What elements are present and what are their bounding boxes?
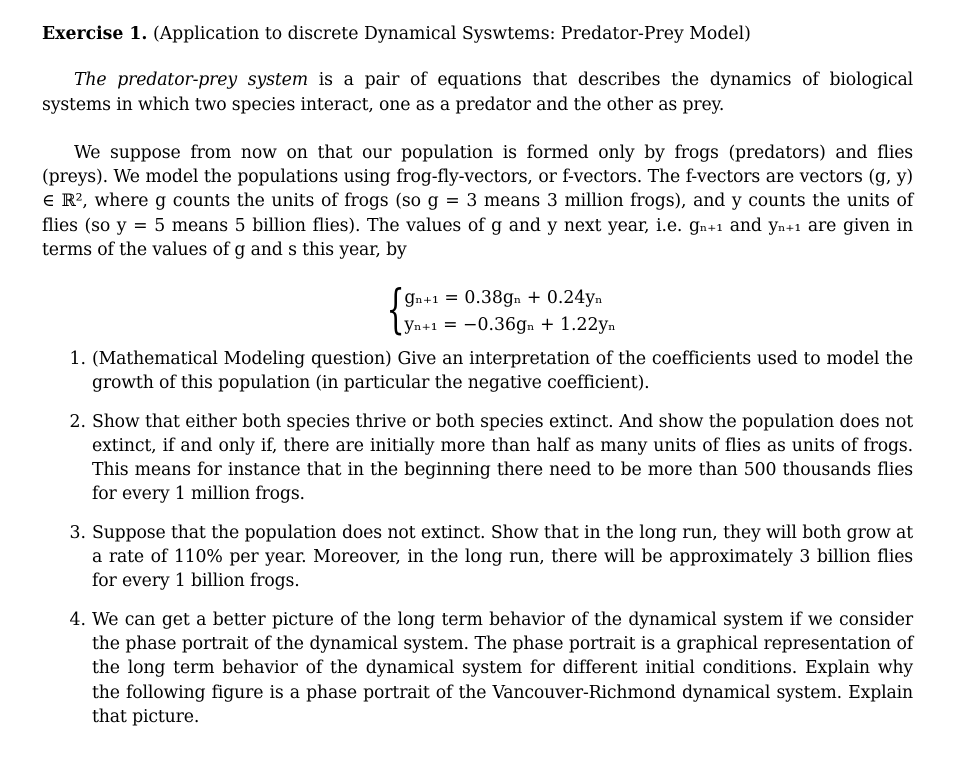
question-number: 1. <box>69 348 86 369</box>
equation-frogs: gₙ₊₁ = 0.38gₙ + 0.24yₙ <box>404 288 603 309</box>
question-list <box>42 347 913 729</box>
question-number: 3. <box>69 522 86 543</box>
question-item <box>42 410 913 507</box>
question-text: (Mathematical Modeling question) Give an interpretation of the coefficients used to model the growth of this population (in particular the negative coefficient). <box>92 348 913 394</box>
exercise-label: Exercise 1. <box>42 24 148 44</box>
question-item <box>42 608 913 729</box>
intro-text: is a pair of equations that describes the dynamics of biological systems in which two species interact, one as a predator and the other as prey. <box>42 70 913 115</box>
question-text: We can get a better picture of the long term behavior of the dynamical system if we consider the phase portrait of the dynamical system. The phase portrait is a graphical representation of the long term behavior of the dynamical system for different initial conditions. Explain why the following figure is a phase portrait of the Vancouver-Richmond dynamical system. Explain that picture. <box>92 609 913 727</box>
equation-system <box>82 280 913 341</box>
left-brace: { <box>386 280 405 341</box>
intro-term: The predator-prey system <box>74 70 308 91</box>
exercise-subtitle: (Application to discrete Dynamical Syswtems: Predator-Prey Model) <box>152 24 751 44</box>
question-number: 2. <box>69 411 86 432</box>
exercise-heading <box>42 22 913 46</box>
question-text: Suppose that the population does not extinct. Show that in the long run, they will both grow at a rate of 110% per year. Moreover, in the long run, there will be approximately 3 billion flies for every 1 billion frogs. <box>92 522 913 592</box>
question-number: 4. <box>69 609 86 630</box>
equation-lines <box>404 286 615 337</box>
model-paragraph: We suppose from now on that our population is formed only by frogs (predators) and flies (preys). We model the populations using frog-fly-vectors, or f-vectors. The f-vectors are vectors (g, y) ∈ ℝ², where g counts the units of frogs (so g = 3 means 3 million frogs), and y counts the units of flies (so y = 5 means 5 billion flies). The values of g and y next year, i.e. gₙ₊₁ and yₙ₊₁ are given in terms of the values of g and s this year, by <box>42 142 913 261</box>
intro-paragraph <box>42 68 913 117</box>
question-item <box>42 521 913 594</box>
question-text: Show that either both species thrive or both species extinct. And show the population does not extinct, if and only if, there are initially more than half as many units of flies as units of frogs. This means for instance that in the beginning there need to be more than 500 thousands flies for every 1 million frogs. <box>92 411 913 505</box>
equation-flies: yₙ₊₁ = −0.36gₙ + 1.22yₙ <box>404 314 616 335</box>
question-item <box>42 347 913 396</box>
